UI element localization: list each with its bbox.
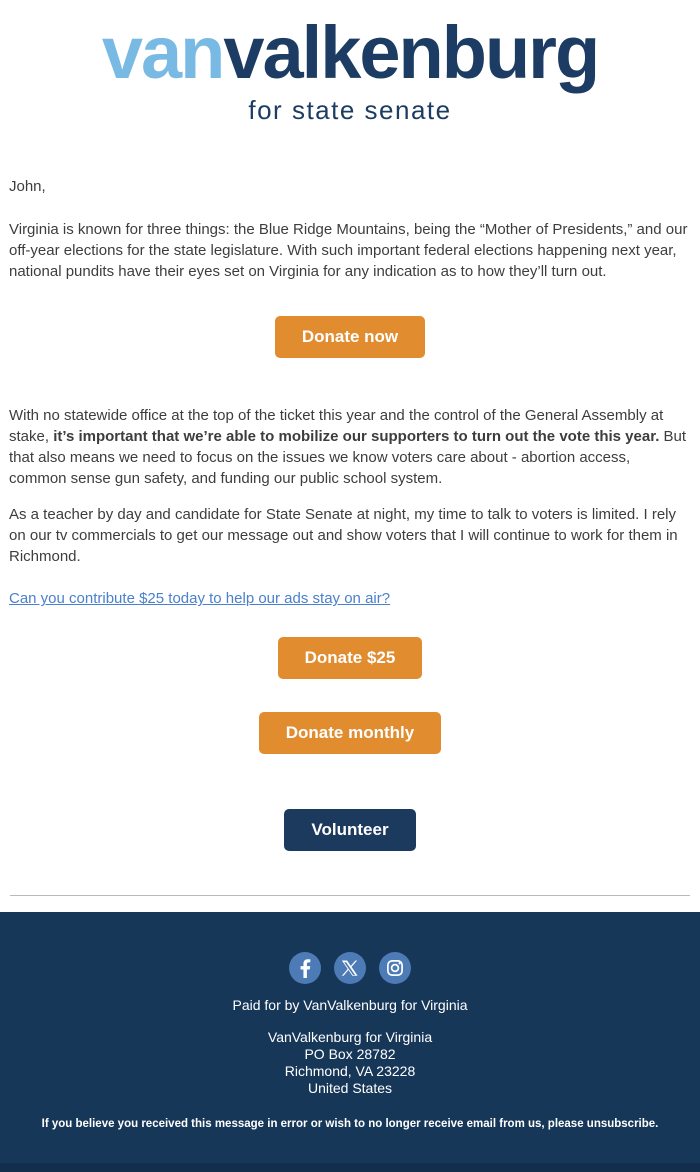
instagram-icon[interactable] — [379, 952, 411, 984]
logo-valkenburg: valkenburg — [223, 11, 599, 94]
social-icons-row — [20, 952, 680, 984]
address-line-org: VanValkenburg for Virginia — [267, 1029, 433, 1046]
x-icon[interactable] — [334, 952, 366, 984]
donate-now-button[interactable]: Donate now — [275, 316, 425, 358]
email-footer — [0, 912, 700, 1163]
logo-van: van — [101, 11, 224, 94]
paragraph-teacher: As a teacher by day and candidate for State Senate at night, my time to talk to voters is limited. I rely on our tv commercials to get our message out and show voters that I will continue to work for them in Richmond. — [9, 506, 678, 566]
campaign-logo[interactable] — [0, 0, 700, 126]
unsubscribe-text: If you believe you received this message in error or wish to no longer receive email from us, please unsubscribe. — [41, 1118, 659, 1131]
donate-monthly-button[interactable]: Donate monthly — [259, 712, 441, 754]
donate-25-button[interactable]: Donate $25 — [278, 637, 423, 679]
volunteer-row — [9, 809, 691, 851]
paragraph-mobilize-bold: it’s important that we’re able to mobilize our supporters to turn out the vote this year. — [53, 428, 660, 446]
logo-tagline: for state senate — [248, 95, 452, 126]
paragraph-intro: Virginia is known for three things: the Blue Ridge Mountains, being the “Mother of Presidents,” and our off-year elections for the state legislature. With such important federal elections happening next year, national pundits have their eyes set on Virginia for any indication as to how they’ll turn out. — [9, 221, 688, 281]
paid-for-disclaimer: Paid for by VanValkenburg for Virginia — [232, 997, 468, 1014]
paragraph-mobilize-pre: With no statewide office at the top of the ticket this year and the control of the General Assembly at stake, — [9, 407, 664, 446]
facebook-icon[interactable] — [289, 952, 321, 984]
volunteer-button[interactable]: Volunteer — [284, 809, 415, 851]
paragraph-mobilize-post: But that also means we need to focus on the issues we know voters care about - abortion access, common sense gun safety, and funding our public school system. — [9, 428, 687, 488]
divider — [10, 895, 690, 896]
contribute-link-row — [9, 588, 691, 609]
donate-25-row — [9, 637, 691, 679]
paragraph-mobilize — [9, 405, 691, 489]
address-line-po-box: PO Box 28782 — [304, 1046, 396, 1063]
mailing-address — [20, 1029, 680, 1097]
address-line-city: Richmond, VA 23228 — [284, 1063, 416, 1080]
greeting: John, — [9, 178, 46, 196]
email-content — [0, 176, 700, 851]
footer-bottom-strip — [0, 1163, 700, 1172]
address-line-country: United States — [307, 1080, 393, 1097]
contribute-link[interactable]: Can you contribute $25 today to help our ads stay on air? — [9, 590, 391, 608]
logo-wordmark — [0, 12, 700, 93]
donate-monthly-row — [9, 712, 691, 754]
donate-now-row — [9, 316, 691, 358]
